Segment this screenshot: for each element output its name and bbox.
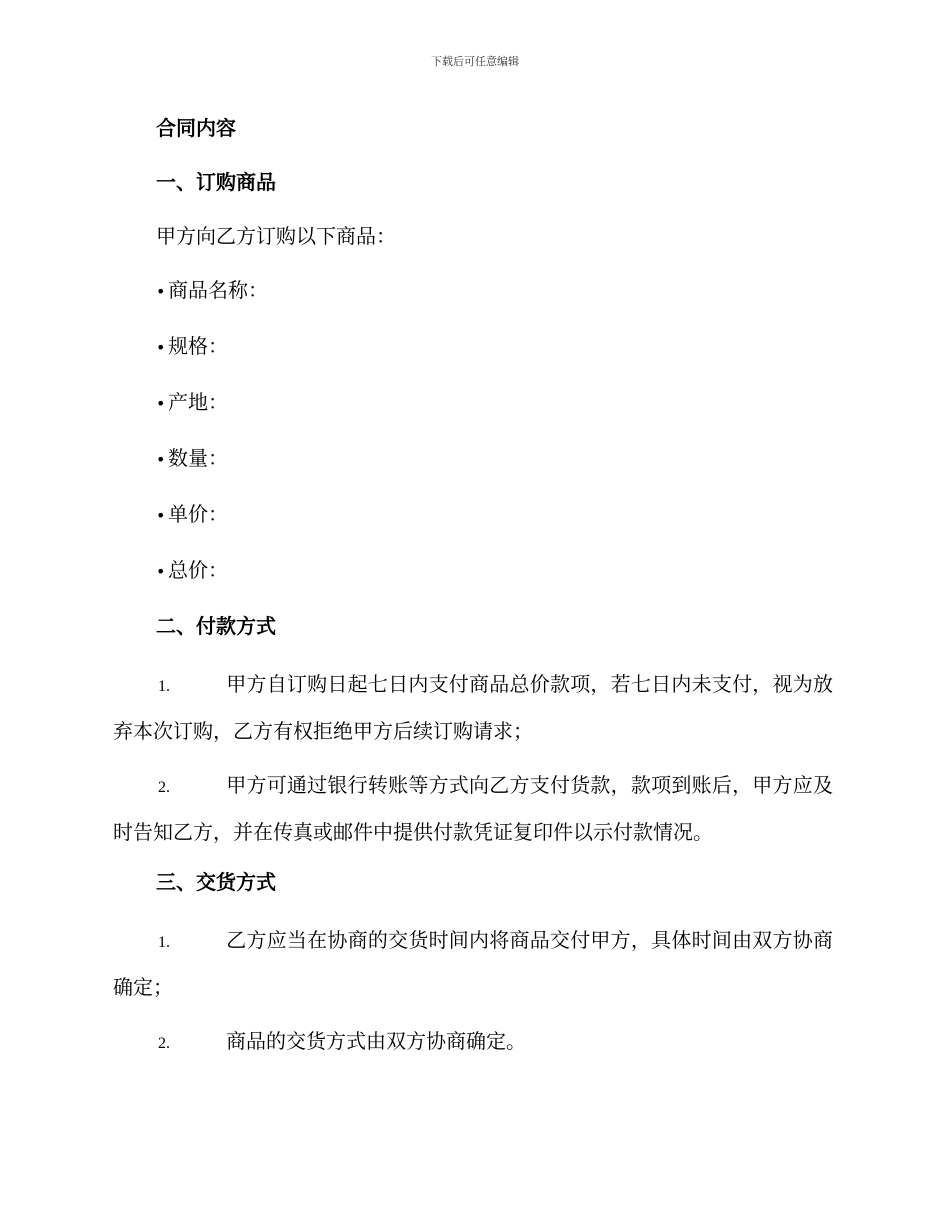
bullet-item-origin	[156, 384, 833, 422]
section-heading-payment: 二、付款方式	[156, 614, 276, 638]
delivery-item-1	[113, 918, 833, 1009]
item-number: 1.	[158, 934, 170, 951]
bullet-item-label: 产地：	[168, 390, 228, 414]
bullet-item-label: 数量：	[168, 446, 228, 470]
bullet-item-unit-price	[156, 496, 833, 534]
page-header-note: 下载后可任意编辑	[431, 55, 519, 68]
bullet-dot: •	[156, 338, 166, 357]
bullet-item-label: 商品名称：	[168, 278, 268, 302]
bullet-dot: •	[156, 450, 166, 469]
bullet-item-spec	[156, 328, 833, 366]
section-heading-order-goods: 一、订购商品	[156, 170, 276, 194]
bullet-item-label: 总价：	[168, 558, 228, 582]
delivery-item-2	[113, 1019, 833, 1066]
item-number: 2.	[158, 1035, 170, 1052]
item-text: 甲方自订购日起七日内支付商品总价款项，若七日内未支付，视为放弃本次订购，乙方有权拒绝甲方后续订购请求；	[113, 672, 833, 743]
order-intro-text: 甲方向乙方订购以下商品：	[156, 224, 396, 248]
bullet-dot: •	[156, 394, 166, 413]
item-text: 乙方应当在协商的交货时间内将商品交付甲方，具体时间由双方协商确定；	[113, 928, 833, 999]
bullet-item-quantity	[156, 440, 833, 478]
item-number: 1.	[158, 678, 170, 695]
section-heading-delivery: 三、交货方式	[156, 870, 276, 894]
bullet-item-total-price	[156, 552, 833, 590]
bullet-dot: •	[156, 282, 166, 301]
bullet-dot: •	[156, 506, 166, 525]
bullet-item-label: 规格：	[168, 334, 228, 358]
bullet-item-label: 单价：	[168, 502, 228, 526]
bullet-dot: •	[156, 562, 166, 581]
payment-item-2	[113, 763, 833, 854]
document-body	[113, 110, 833, 1076]
item-text: 商品的交货方式由双方协商确定。	[226, 1029, 526, 1053]
payment-item-1	[113, 662, 833, 753]
item-number: 2.	[158, 779, 170, 796]
item-text: 甲方可通过银行转账等方式向乙方支付货款，款项到账后，甲方应及时告知乙方，并在传真或邮件中提供付款凭证复印件以示付款情况。	[113, 773, 833, 844]
bullet-item-product-name	[156, 272, 833, 310]
document-title: 合同内容	[156, 116, 236, 140]
